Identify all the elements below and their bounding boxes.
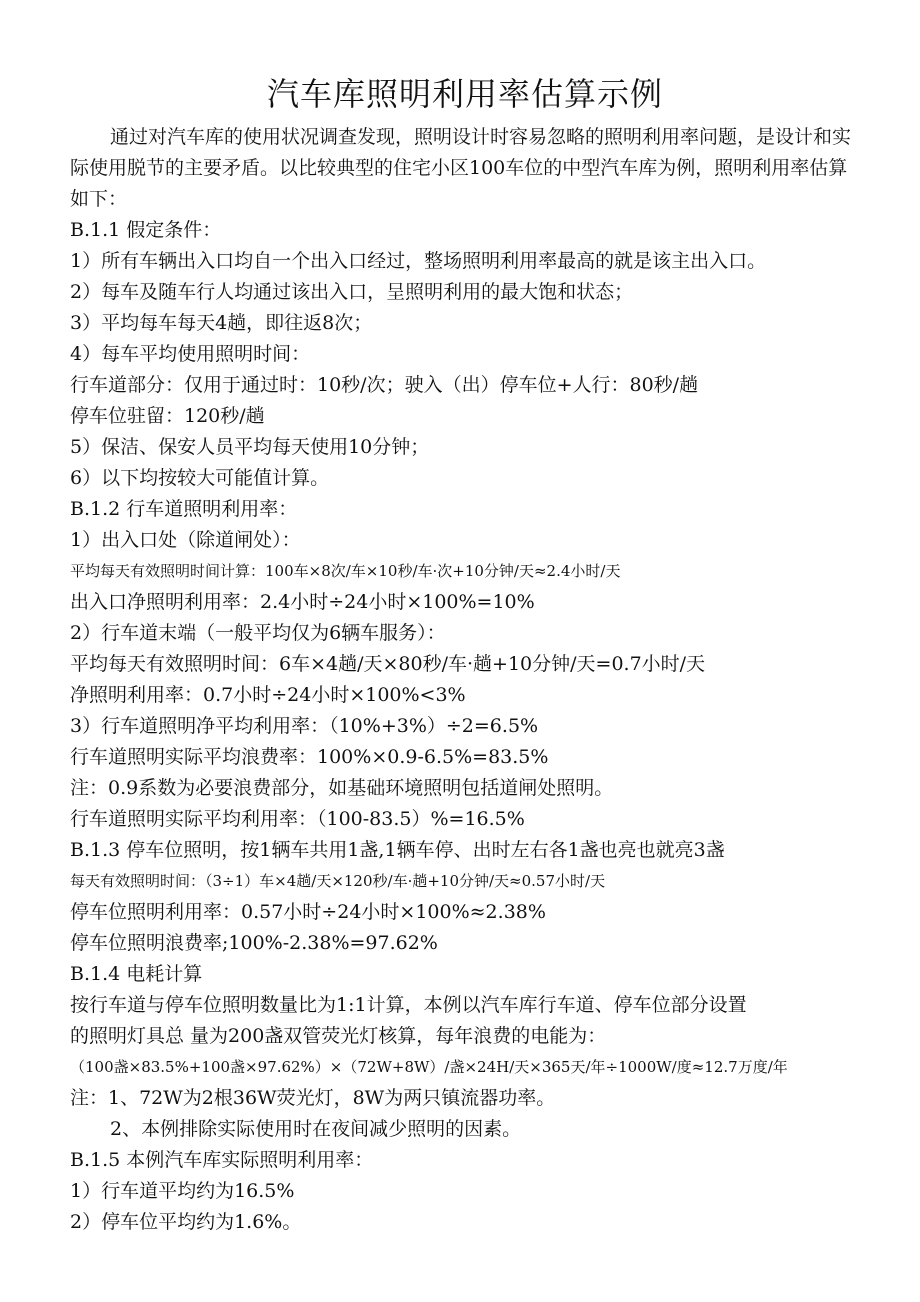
assumption-1: 1）所有车辆出入口均自一个出入口经过，整场照明利用率最高的就是该主出入口。 [70,250,767,272]
energy-text-line-1: 按行车道与停车位照明数量比为1:1计算，本例以汽车库行车道、停车位部分设置 [70,994,747,1016]
lane-actual-utilization: 行车道照明实际平均利用率：（100-83.5）%=16.5% [70,808,525,830]
result-parking: 2）停车位平均约为1.6%。 [70,1211,302,1233]
section-b-1-2-heading: B.1.2 行车道照明利用率： [70,498,298,520]
lane-net-average: 3）行车道照明净平均利用率：（10%+3%）÷2=6.5% [70,715,539,737]
entrance-time-calc: 平均每天有效照明时间计算：100车×8次/车×10秒/车·次+10分钟/天≈2.4小时/天 [70,562,621,580]
entrance-heading: 1）出入口处（除道闸处）： [70,529,301,551]
lane-note: 注：0.9系数为必要浪费部分，如基础环境照明包括道闸处照明。 [70,777,614,799]
lane-end-time-calc: 平均每天有效照明时间：6车×4趟/天×80秒/车·趟+10分钟/天=0.7小时/天 [70,653,706,675]
parking-utilization: 停车位照明利用率：0.57小时÷24小时×100%≈2.38% [70,901,546,923]
parking-time-calc: 每天有效照明时间：（3÷1）车×4趟/天×120秒/车·趟+10分钟/天≈0.57小时/天 [70,872,606,890]
page-title: 汽车库照明利用率估算示例 [266,75,663,113]
section-b-1-3-heading: B.1.3 停车位照明，按1辆车共用1盏,1辆车停、出时左右各1盏也亮也就亮3盏 [70,839,725,861]
assumption-4: 4）每车平均使用照明时间： [70,343,311,365]
section-b-1-5-heading: B.1.5 本例汽车库实际照明利用率： [70,1149,374,1171]
lane-end-utilization: 净照明利用率：0.7小时÷24小时×100%<3% [70,684,466,706]
assumption-6: 6）以下均按较大可能值计算。 [70,467,330,489]
energy-note-1: 注：1、72W为2根36W荧光灯，8W为两只镇流器功率。 [70,1087,556,1109]
energy-formula: （100盏×83.5%+100盏×97.62%）×（72W+8W）/盏×24H/天×365天/年÷1000W/度≈12.7万度/年 [70,1058,788,1076]
lane-end-heading: 2）行车道末端（一般平均仅为6辆车服务）： [70,622,446,644]
assumption-5: 5）保洁、保安人员平均每天使用10分钟； [70,436,430,458]
assumption-2: 2）每车及随车行人均通过该出入口，呈照明利用的最大饱和状态； [70,281,634,303]
section-b-1-4-heading: B.1.4 电耗计算 [70,963,203,985]
intro-paragraph: 通过对汽车库的使用状况调查发现，照明设计时容易忽略的照明利用率问题，是设计和实际使用脱节的主要矛盾。以比较典型的住宅小区100车位的中型汽车库为例，照明利用率估算如下： [70,126,852,210]
assumption-3: 3）平均每车每天4趟，即往返8次； [70,312,373,334]
section-b-1-1-heading: B.1.1 假定条件： [70,219,222,241]
lane-waste-rate: 行车道照明实际平均浪费率：100%×0.9-6.5%=83.5% [70,746,549,768]
entrance-utilization: 出入口净照明利用率：2.4小时÷24小时×100%=10% [70,591,535,613]
assumption-4-parking: 停车位驻留：120秒/趟 [70,405,265,427]
energy-text-line-2: 的照明灯具总 量为200盏双管荧光灯核算，每年浪费的电能为： [70,1025,607,1047]
energy-note-2: 2、本例排除实际使用时在夜间减少照明的因素。 [110,1118,522,1140]
result-lane: 1）行车道平均约为16.5% [70,1180,295,1202]
assumption-4-lane: 行车道部分：仅用于通过时：10秒/次；驶入（出）停车位+人行：80秒/趟 [70,374,699,396]
parking-waste-rate: 停车位照明浪费率;100%-2.38%=97.62% [70,932,438,954]
